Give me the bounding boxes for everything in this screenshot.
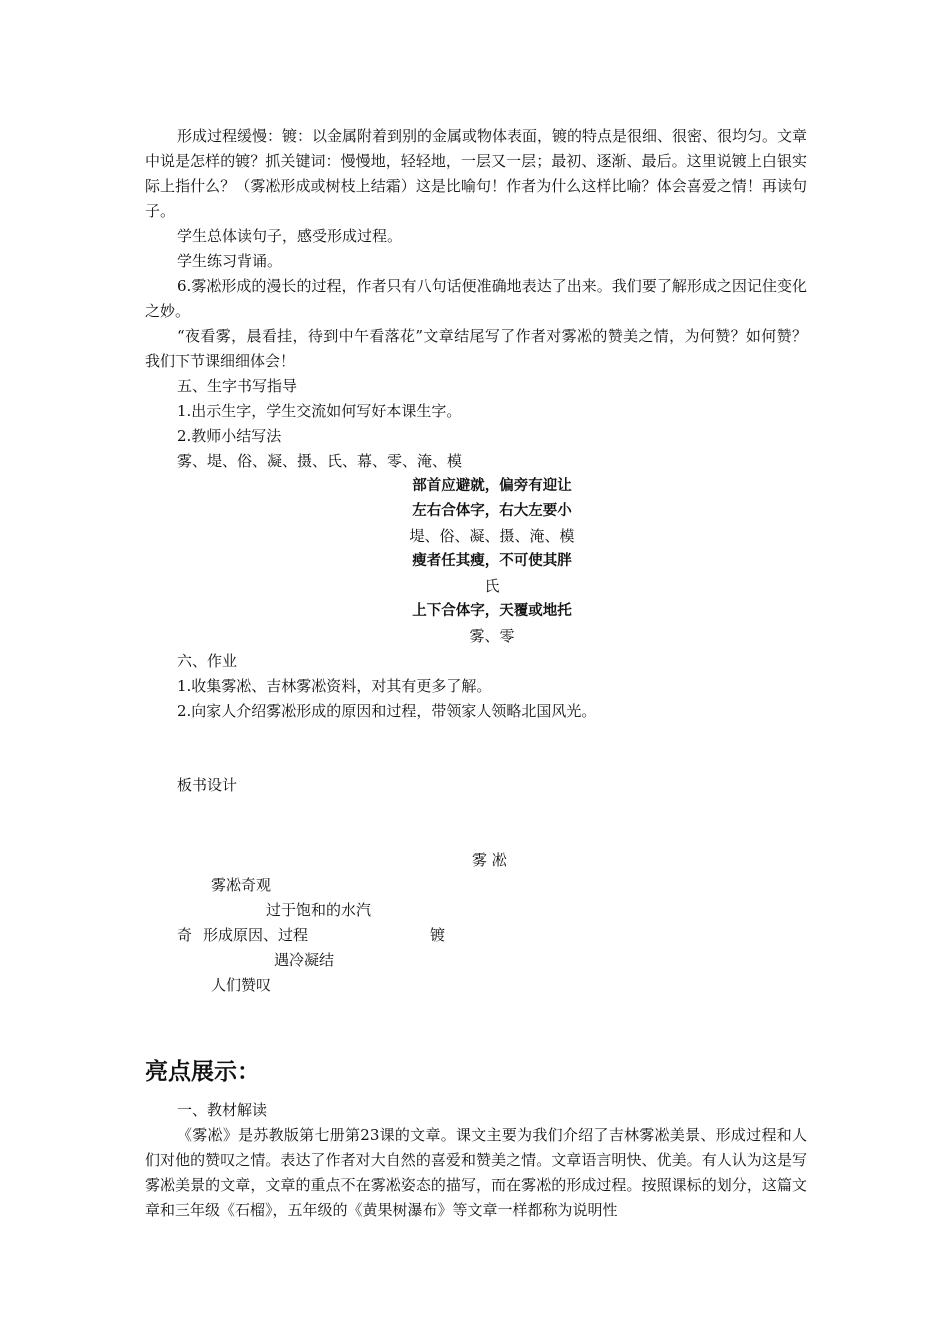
board-line-3-left: 奇: [177, 926, 193, 944]
highlight-paragraph: 《雾凇》是苏教版第七册第23课的文章。课文主要为我们介绍了吉林雾凇美景、形成过程和人们对他的赞叹之情。表达了作者对大自然的喜爱和赞美之情。文章语言明快、优美。有人认为这是写雾凇美景的文章，文章的重点不在雾凇姿态的描写，而在雾凇的形成过程。按照课标的划分，这篇文章和三年级《石榴》，五年级的《黄果树瀑布》等文章一样都称为说明性: [145, 1126, 807, 1219]
board-design-label: 板书设计: [177, 776, 238, 794]
board-line-1: 雾凇奇观: [211, 876, 272, 894]
writing-rule-2-chars: 堤、俗、凝、摄、淹、模: [409, 527, 575, 545]
paragraph-process-summary: 6.雾凇形成的漫长的过程，作者只有八句话便准确地表达了出来。我们要了解形成之因记住变化之妙。: [145, 277, 807, 320]
writing-rule-1: 部首应避就，偏旁有迎让: [412, 478, 572, 494]
writing-rule-3: 瘦者任其瘦，不可使其胖: [412, 553, 572, 569]
board-line-5: 人们赞叹: [211, 976, 272, 994]
new-characters-list: 雾、堤、俗、凝、摄、氏、幕、零、淹、模: [177, 452, 463, 470]
homework-item-1: 1.收集雾凇、吉林雾凇资料，对其有更多了解。: [177, 677, 492, 695]
paragraph-ending-praise: “夜看雾，晨看挂，待到中午看落花”文章结尾写了作者对雾凇的赞美之情，为何赞？如何赞？我们下节课细细体会！: [145, 327, 807, 370]
paragraph-formation-plating: 形成过程缓慢：镀：以金属附着到别的金属或物体表面，镀的特点是很细、很密、很均匀。文章中说是怎样的镀？抓关键词：慢慢地，轻轻地，一层又一层；最初、逐渐、最后。这里说镀上白银实际上指什么？（雾凇形成或树枝上结霜）这是比喻句！作者为什么这样比喻？体会喜爱之情！再读句子。: [145, 127, 808, 220]
board-line-3-right: 镀: [430, 926, 446, 944]
writing-rule-4-chars: 雾、零: [469, 627, 515, 645]
section6-heading: 六、作业: [177, 652, 238, 670]
paragraph-recite: 学生练习背诵。: [177, 252, 283, 270]
section5-item-2: 2.教师小结写法: [177, 427, 282, 445]
section5-item-1: 1.出示生字，学生交流如何写好本课生字。: [177, 402, 462, 420]
board-title: 雾 凇: [472, 851, 507, 869]
writing-rule-4: 上下合体字，天覆或地托: [412, 603, 572, 619]
board-line-3-mid: 形成原因、过程: [203, 926, 309, 944]
board-line-2: 过于饱和的水汽: [266, 901, 372, 919]
highlight-heading: 亮点展示：: [145, 1059, 260, 1085]
highlight-subheading: 一、教材解读: [177, 1101, 268, 1119]
paragraph-read-sentences: 学生总体读句子，感受形成过程。: [177, 227, 403, 245]
section5-heading: 五、生字书写指导: [177, 377, 298, 395]
writing-rule-3-chars: 氏: [484, 577, 500, 595]
board-line-4: 遇冷凝结: [274, 951, 335, 969]
writing-rule-2: 左右合体字，右大左要小: [412, 503, 572, 519]
homework-item-2: 2.向家人介绍雾凇形成的原因和过程，带领家人领略北国风光。: [177, 702, 597, 720]
